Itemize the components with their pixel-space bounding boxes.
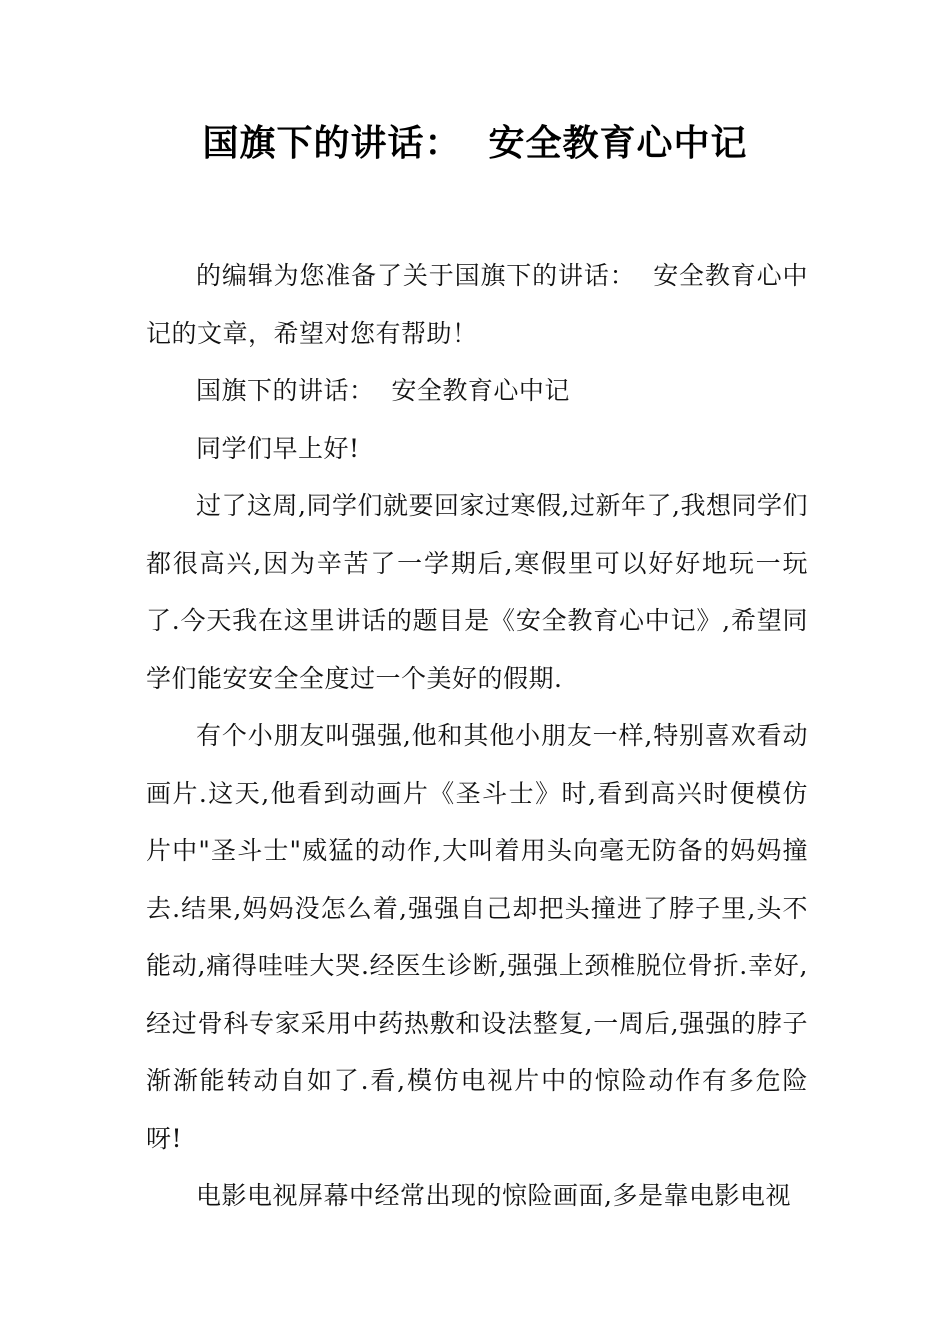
paragraph-greeting: 同学们早上好! — [196, 433, 360, 463]
paragraph-story: 有个小朋友叫强强,他和其他小朋友一样,特别喜欢看动画片.这天,他看到动画片《圣斗士》时,看到高兴时便模仿片中"圣斗士"威猛的动作,大叫着用头向毫无防备的妈妈撞去.结果,妈妈没怎么着,强强自己却把头撞进了脖子里,头不能动,痛得哇哇大哭.经医生诊断,强强上颈椎脱位骨折.幸好,经过骨科专家采用中药热敷和设法整复,一周后,强强的脖子渐渐能转动自如了.看,模仿电视片中的惊险动作有多危险呀! — [146, 721, 808, 1153]
paragraph-intro: 的编辑为您准备了关于国旗下的讲话： 安全教育心中记的文章，希望对您有帮助！ — [146, 261, 808, 348]
document-body — [146, 247, 808, 1225]
paragraph-heading: 国旗下的讲话： 安全教育心中记 — [196, 376, 570, 405]
paragraph-winter-break: 过了这周,同学们就要回家过寒假,过新年了,我想同学们都很高兴,因为辛苦了一学期后,寒假里可以好好地玩一玩了.今天我在这里讲话的题目是《安全教育心中记》,希望同学们能安安全全度过一个美好的假期. — [146, 491, 808, 693]
document-title: 国旗下的讲话： 安全教育心中记 — [202, 123, 748, 164]
paragraph-movies: 电影电视屏幕中经常出现的惊险画面,多是靠电影电视 — [196, 1181, 791, 1210]
